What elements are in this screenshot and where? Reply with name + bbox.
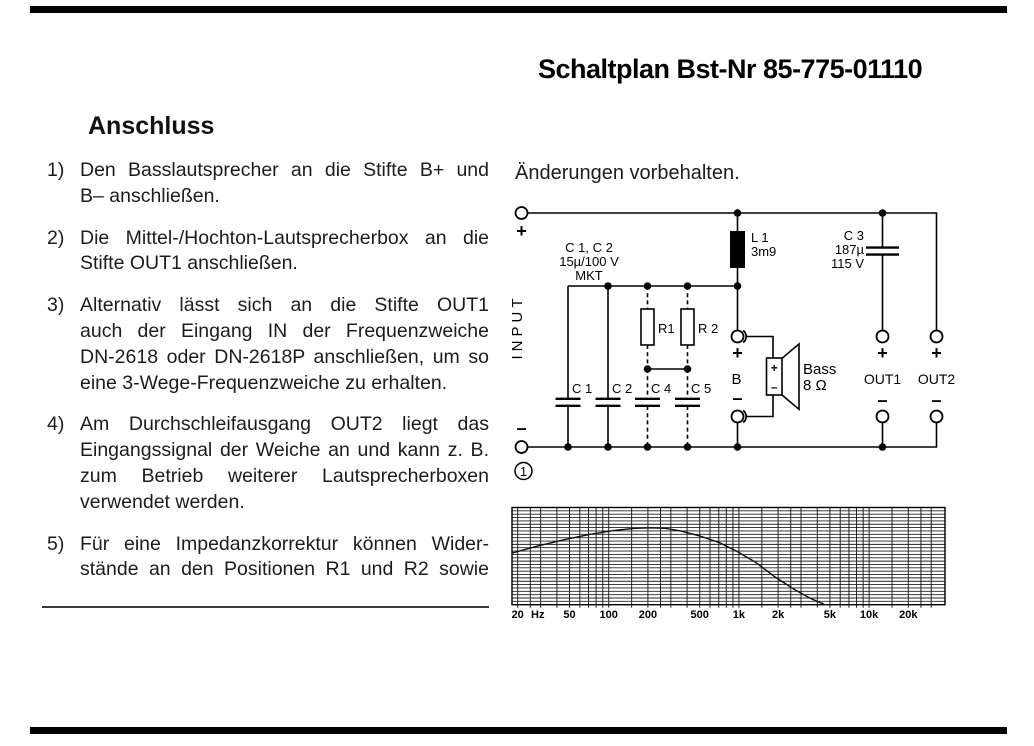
text-line: Den Basslautsprecher an die Stifte B+ und xyxy=(80,159,489,181)
list-item xyxy=(43,293,489,396)
b-minus-sign: – xyxy=(732,388,743,408)
list-item xyxy=(43,226,489,278)
r2-label: R 2 xyxy=(698,321,719,336)
frequency-response-chart xyxy=(505,450,965,630)
r1-label: R1 xyxy=(658,321,675,336)
instruction-list xyxy=(43,158,489,599)
list-item-number: 2) xyxy=(47,226,65,249)
text-line: verwendet werden. xyxy=(80,490,245,513)
x-tick-label: 20 xyxy=(511,609,524,621)
input-minus-sign: – xyxy=(516,418,527,438)
terminal-out2-minus xyxy=(931,411,943,423)
out2-plus-sign: + xyxy=(931,343,942,363)
b-label: B xyxy=(731,371,742,388)
list-item-number: 1) xyxy=(47,159,65,181)
x-tick-label: 50 xyxy=(563,609,576,621)
out1-plus-sign: + xyxy=(877,343,888,363)
notice-text: Änderungen vorbehalten. xyxy=(515,162,740,184)
input-label: INPUT xyxy=(509,294,526,360)
inductor-l1 xyxy=(730,231,745,268)
list-item-number: 5) xyxy=(47,532,65,555)
resistor-r2 xyxy=(681,309,694,345)
x-tick-label: Hz xyxy=(531,609,545,621)
out1-minus-sign: – xyxy=(877,390,888,410)
text-line: DN-2618 oder DN-2618P anschließen, um so xyxy=(80,345,489,368)
out1-label: OUT1 xyxy=(863,371,902,387)
scan-artifact-bar-top xyxy=(30,6,1007,13)
list-item xyxy=(43,412,489,515)
text-line: auch der Eingang IN der Frequenzweiche xyxy=(80,319,489,342)
c5-label: C 5 xyxy=(691,381,712,396)
text-line: Eingangssignal der Weiche an und kann z. B. xyxy=(80,439,489,462)
response-curve xyxy=(512,528,824,605)
text-line: B– anschließen. xyxy=(80,184,220,207)
c3-value-label: 187µ xyxy=(834,242,864,257)
c4-label: C 4 xyxy=(651,381,672,396)
text-line: Am Durchschleifausgang OUT2 liegt das xyxy=(80,413,489,436)
terminal-input-plus xyxy=(516,207,528,219)
c3-voltage-label: 115 V xyxy=(830,256,864,271)
text-line: Stifte OUT1 anschließen. xyxy=(80,252,298,275)
text-line: eine 3-Wege-Frequenzweiche zu erhalten. xyxy=(80,371,448,394)
out2-minus-sign: – xyxy=(931,390,942,410)
x-tick-label: 1k xyxy=(732,609,746,621)
c1-label: C 1 xyxy=(572,381,593,396)
page-title: Schaltplan Bst-Nr 85-775-01110 xyxy=(538,54,923,84)
capacitor-plates xyxy=(556,248,900,406)
separator-rule xyxy=(42,606,489,608)
wire-bottom-bus xyxy=(528,423,937,448)
b-plus-sign: + xyxy=(732,343,743,363)
text-line: zum Betrieb weiterer Lautsprecherboxen xyxy=(80,464,489,487)
x-tick-label: 200 xyxy=(638,609,658,621)
speaker-plus-sign: + xyxy=(770,361,778,375)
l1-name-label: L 1 xyxy=(751,230,769,245)
c12-name-label: C 1, C 2 xyxy=(565,240,613,255)
terminal-out1-plus xyxy=(877,331,889,343)
list-item-number: 4) xyxy=(47,413,65,436)
terminal-out1-minus xyxy=(877,411,889,423)
l1-value-label: 3m9 xyxy=(751,244,777,259)
speaker-minus-sign: – xyxy=(770,380,778,394)
x-tick-label: 2k xyxy=(771,609,785,621)
resistor-r1 xyxy=(641,309,654,345)
c12-type-label: MKT xyxy=(575,268,603,283)
chart-border xyxy=(512,508,945,605)
x-tick-label: 100 xyxy=(599,609,618,621)
c2-label: C 2 xyxy=(612,381,633,396)
speaker-symbol xyxy=(767,344,800,409)
x-tick-label: 500 xyxy=(690,609,709,621)
terminal-out2-plus xyxy=(931,331,943,343)
list-item xyxy=(43,532,489,584)
terminal-b-minus xyxy=(732,411,744,423)
list-item-number: 3) xyxy=(47,294,65,317)
text-line: Alternativ lässt sich an die Stifte OUT1 xyxy=(80,294,489,317)
bass-name-label: Bass xyxy=(803,361,837,378)
text-line: Für eine Impedanzkorrektur können Wider- xyxy=(80,532,489,555)
scan-artifact-bar-bottom xyxy=(30,727,1007,734)
c12-value-label: 15µ/100 V xyxy=(559,254,619,269)
x-tick-label: 10k xyxy=(859,609,879,621)
figure-number: 1 xyxy=(519,464,528,479)
out2-label: OUT2 xyxy=(917,371,956,387)
text-line: stände an den Positionen R1 und R2 sowie xyxy=(80,558,489,581)
list-item xyxy=(43,158,489,210)
bass-impedance-label: 8 Ω xyxy=(803,377,827,394)
section-heading: Anschluss xyxy=(88,112,215,140)
terminal-b-plus xyxy=(732,331,744,343)
x-tick-label: 5k xyxy=(823,609,837,621)
input-plus-sign: + xyxy=(516,221,527,241)
c3-name-label: C 3 xyxy=(843,228,864,243)
x-tick-label: 20k xyxy=(899,609,918,621)
text-line: Die Mittel-/Hochton-Lautsprecherbox an die xyxy=(80,226,489,249)
